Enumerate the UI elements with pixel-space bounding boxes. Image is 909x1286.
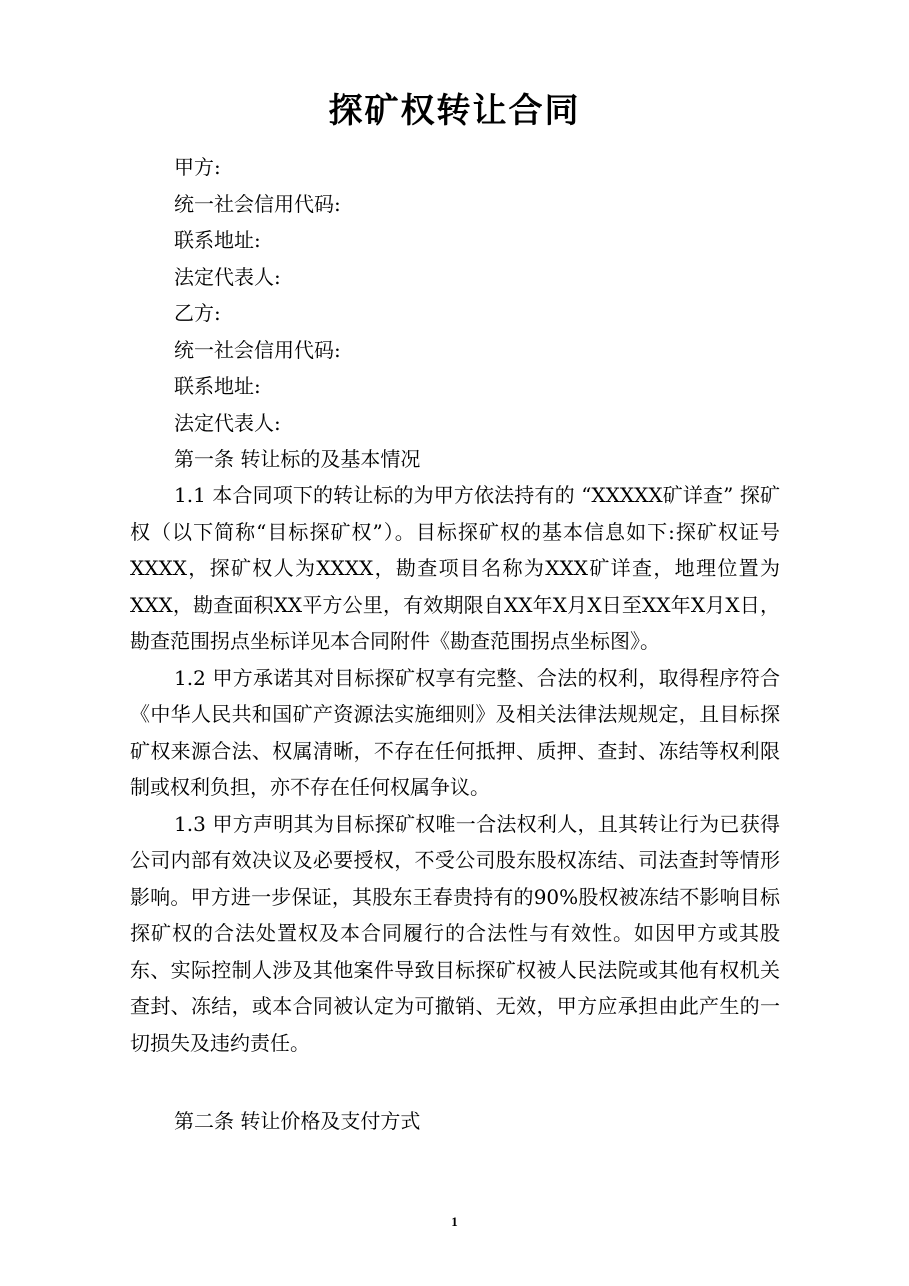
article-2-heading: 第二条 转让价格及支付方式: [174, 1109, 421, 1133]
party-b-representative: 法定代表人:: [174, 410, 281, 435]
document-title: 探矿权转让合同: [328, 91, 581, 131]
clause-1-2: 1.2 甲方承诺其对目标探矿权享有完整、合法的权利，取得程序符合《中华人民共和国矿产资源法实施细则》及相关法律法规规定，且目标探矿权来源合法、权属清晰，不存在任何抵押、质押、查封、冻结等权利限制或权利负担，亦不存在任何权属争议。: [130, 665, 780, 799]
clause-1-3: 1.3 甲方声明其为目标探矿权唯一合法权利人，且其转让行为已获得公司内部有效决议及必要授权，不受公司股东股权冻结、司法查封等情形影响。甲方进一步保证，其股东王春贵持有的90%股权被冻结不影响目标探矿权的合法处置权及本合同履行的合法性与有效性。如因甲方或其股东、实际控制人涉及其他案件导致目标探矿权被人民法院或其他有权机关查封、冻结，或本合同被认定为可撤销、无效，甲方应承担由此产生的一切损失及违约责任。: [130, 811, 780, 1055]
article-1-heading: 第一条 转让标的及基本情况: [174, 447, 421, 471]
clause-1-1: 1.1 本合同项下的转让标的为甲方依法持有的 “XXXXX矿详查” 探矿权（以下简称“目标探矿权”）。目标探矿权的基本信息如下:探矿权证号XXXX，探矿权人为XXXX，勘查项目名称为XXX矿详查，地理位置为XXX，勘查面积XX平方公里，有效期限自XX年X月X日至XX年X月X日，勘查范围拐点坐标详见本合同附件《勘查范围拐点坐标图》。: [130, 483, 780, 653]
party-a-credit-code: 统一社会信用代码:: [174, 191, 341, 216]
party-b-credit-code: 统一社会信用代码:: [174, 337, 341, 362]
page-number: 1: [451, 1214, 458, 1229]
party-b-label: 乙方:: [174, 301, 221, 325]
party-a-label: 甲方:: [174, 155, 221, 179]
article-1-body: [130, 477, 780, 1061]
party-a-address: 联系地址:: [174, 228, 261, 252]
parties-section: [174, 149, 794, 478]
party-a-representative: 法定代表人:: [174, 264, 281, 289]
party-b-address: 联系地址:: [174, 374, 261, 398]
